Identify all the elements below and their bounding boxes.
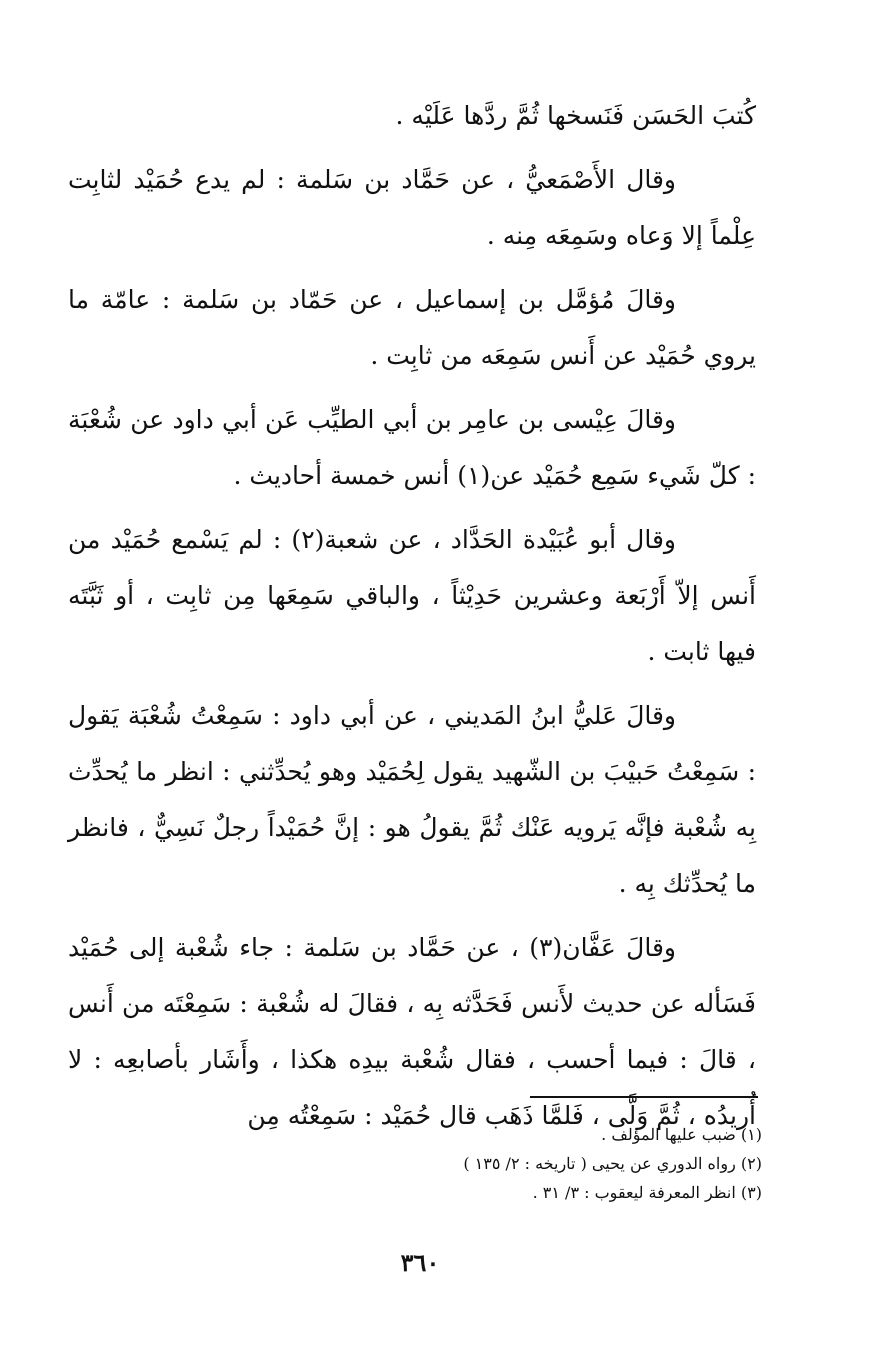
footnote-2: (٢) رواه الدوري عن يحيى ( تاريخه : ٢/ ١٣٥ ) <box>463 1154 762 1173</box>
footnote-1: (١) ضبب عليها المؤلف . <box>601 1125 762 1144</box>
footnote-3: (٣) انظر المعرفة ليعقوب : ٣/ ٣١ . <box>532 1183 762 1202</box>
paragraph-7: وقالَ عَفَّان(٣) ، عن حَمَّاد بن سَلمة : جاء شُعْبة إلى حُمَيْد فَسَأله عن حديث لأَنس فَحَدَّثه بِه ، فقالَ له شُعْبة : سَمِعْتَه من أَنس ، قالَ : فيما أحسب ، فقال شُعْبة بيدِه هكذا ، وأَشَار بأصابعِه : لا أُريدُه ، ثُمَّ وَلَّى ، فَلمَّا ذَهَب قال حُمَيْد : سَمِعْتُه مِن <box>68 933 756 1130</box>
paragraph-5: وقال أبو عُبَيْدة الحَدَّاد ، عن شعبة(٢) : لم يَسْمع حُمَيْد من أَنس إلاّ أَرْبَعة وعشرين حَدِيْثاً ، والباقي سَمِعَها مِن ثابِت ، أو ثَبَّتَه فيها ثابت . <box>68 525 756 666</box>
paragraph-1: كُتبَ الحَسَن فَنَسخها ثُمَّ ردَّها عَلَيْه . <box>395 101 756 130</box>
paragraph-6: وقالَ عَليُّ ابنُ المَديني ، عن أبي داود : سَمِعْتُ شُعْبَة يَقول : سَمِعْتُ حَبيْبَ بن الشّهيد يقول لِحُمَيْد وهو يُحدِّثني : انظر ما يُحدِّث بِه شُعْبة فإنَّه يَرويه عَنْك ثُمَّ يقولُ هو : إنَّ حُمَيْداً رجلٌ نَسِيٌّ ، فانظر ما يُحدِّثك بِه . <box>68 701 756 898</box>
footnotes <box>300 1120 762 1207</box>
footnote-separator <box>530 1096 758 1098</box>
main-text <box>68 88 756 1150</box>
paragraph-4: وقالَ عِيْسى بن عامِر بن أبي الطيِّب عَن أبي داود عن شُعْبَة : كلّ شَيء سَمِع حُمَيْد عن(١) أنس خمسة أحاديث . <box>68 405 756 490</box>
paragraph-2: وقال الأَصْمَعيُّ ، عن حَمَّاد بن سَلمة : لم يدع حُمَيْد لثابِت عِلْماً إلا وَعاه وسَمِعَه مِنه . <box>68 165 756 250</box>
page-number: ٣٦٠ <box>400 1248 440 1277</box>
paragraph-3: وقالَ مُؤمَّل بن إسماعيل ، عن حَمّاد بن سَلمة : عامّة ما يروي حُمَيْد عن أَنس سَمِعَه من ثابِت . <box>68 285 756 370</box>
